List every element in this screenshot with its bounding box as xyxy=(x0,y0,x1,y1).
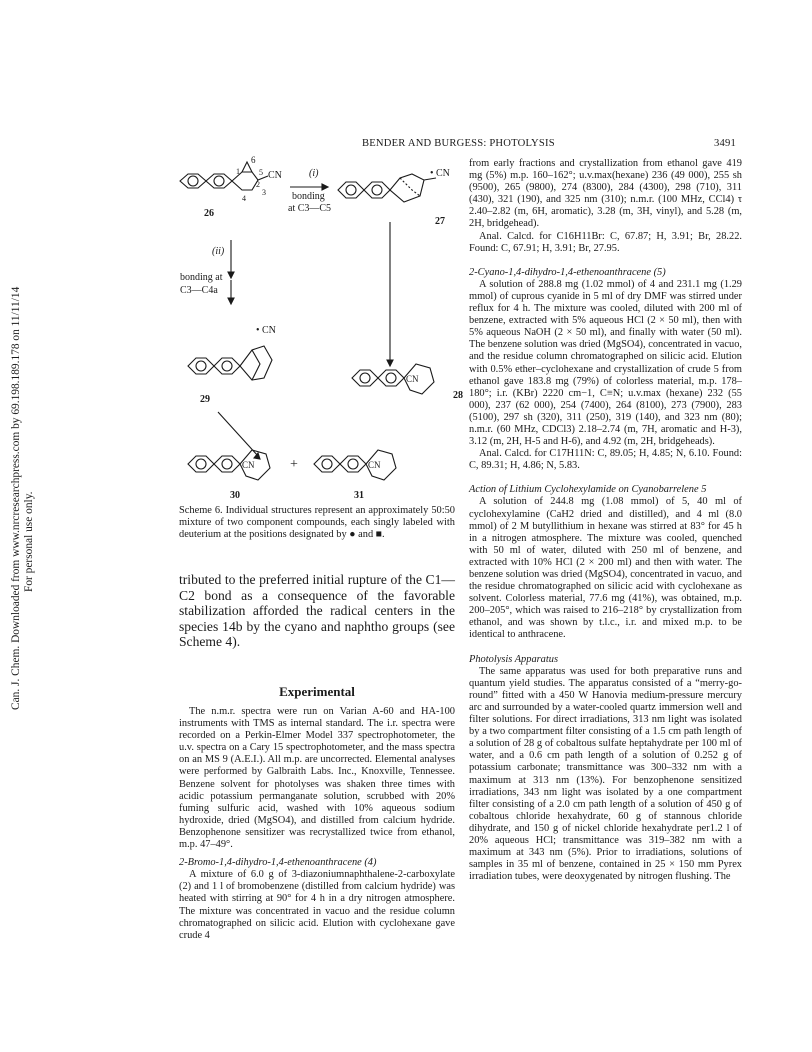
scheme-caption-text: Scheme 6. Individual structures represent an approximately 50:50 mixture of two component compounds, each singly labeled with deuterium at the positions designated by ● and ■. xyxy=(179,505,455,541)
structure-26 xyxy=(180,162,268,190)
bonding-label: bonding xyxy=(292,191,325,202)
compound-27-label: 27 xyxy=(435,216,445,227)
cn-label-26: CN xyxy=(268,170,282,181)
cn-label-27: • CN xyxy=(430,168,450,179)
atom-label-5: 5 xyxy=(259,168,263,177)
lithium-subheading: Action of Lithium Cyclohexylamide on Cyanobarrelene 5 xyxy=(469,484,707,496)
structure-31 xyxy=(314,450,396,480)
right-column-body xyxy=(469,158,742,883)
analysis-cyano: Anal. Calcd. for C17H11N: C, 89.05; H, 4.85; N, 6.10. Found: C, 89.31; H, 4.86; N, 5.83. xyxy=(469,448,742,472)
cn-label-31: CN xyxy=(368,460,381,470)
compound-31-label: 31 xyxy=(354,490,364,501)
photolysis-paragraph: The same apparatus was used for both preparative runs and quantum yield studies. The apparatus consisted of a “merry-go-round” fitted with a 450 W Hanovia medium-pressure mercury arc and surrounded by a water-cooled quartz immersion well and filter solutions. For direct irradiations, 313 nm light was isolated by a two compartment filter consisting of a 1.5 cm path length of a solution of 28 g of cobaltous sulfate heptahydrate per 100 ml of water, and a 0.6 cm path length of a solution of 0.252 g of potassium carbonate; transmittance was 300–332 nm with a maximum at 313 nm (13%). For benzophenone sensitized irradiations, 343 nm light was isolated by a one compartment filter consisting of a 2.0 cm path length of a solution of 450 g of cobaltous chloride hexahydrate, 60 g of stannous chloride dihydrate, and 150 g of nickel chloride hexahydrate per1.2 l of 20% aqueous HCl; transmittance was 319–382 nm with a maximum at 343 nm (5%). Prior to irradiations, solutions of samples in 35 ml of benzene, contained in 25 × 150 mm Pyrex irradiation tubes, were deoxygenated by nitrogen flushing. The xyxy=(469,665,742,883)
atom-label-3: 3 xyxy=(262,188,266,197)
compound-30-label: 30 xyxy=(230,490,240,501)
path-i-label: (i) xyxy=(309,168,319,179)
atom-label-1: 1 xyxy=(236,167,240,176)
cn-label-28: CN xyxy=(406,374,419,384)
cn-label-29: • CN xyxy=(256,325,276,336)
cyano-subheading: 2-Cyano-1,4-dihydro-1,4-ethenoanthracene (5) xyxy=(469,266,666,278)
compound-26-label: 26 xyxy=(204,208,214,219)
compound-28-label: 28 xyxy=(453,390,463,401)
c3c5-label: at C3—C5 xyxy=(288,203,332,214)
structure-27 xyxy=(338,174,436,202)
cn-label-30: CN xyxy=(242,460,255,470)
c3c4a-label: C3—C4a xyxy=(180,285,218,296)
bonding-at-label: bonding at xyxy=(180,272,223,283)
bromo-continuation: from early fractions and crystallization from ethanol gave 419 mg (5%) m.p. 160–162°; u.v.max(hexane) 236 (49 000), 255 sh (9500), 265 (9800), 274 (8300), 284 (4300), 298 (710), 311 (430), 321 (190), and 325 nm (310); n.m.r. (100 MHz, CCl4) τ 2.40–2.82 (m, 6H, aromatic), 3.28 (m, 3H, vinyl), and 5.28 (m, 2H, bridgehead). xyxy=(469,158,742,230)
watermark-line-1: Can. J. Chem. Downloaded from www.nrcresearchpress.com by 69.198.189.178 on 11/11/14 xyxy=(10,286,22,710)
intro-paragraph xyxy=(179,572,455,650)
bromo-paragraph: A mixture of 6.0 g of 3-diazoniumnaphthalene-2-carboxylate (2) and 1 l of bromobenzene (distilled from calcium hydride) was heated with stirring at 90° for 4 h in a dry nitrogen atmosphere. The mixture was concentrated in vacuo and the residue column chromatographed on silicic acid. Elution with cyclohexane gave crude 4 xyxy=(179,869,455,941)
cyano-paragraph: A solution of 288.8 mg (1.02 mmol) of 4 and 231.1 mg (1.29 mmol) of cuprous cyanide in 5 ml of dry DMF was stirred under reflux for 4 h. The mixture was cooled, diluted with 200 ml of benzene, extracted with 5% aqueous HCl (2 × 50 ml), then with 5% aqueous NaOH (2 × 50 ml), and finally with water (50 ml). The benzene solution was dried (MgSO4), concentrated in vacuo, and the residue column chromatographed on silicic acid. Elution with 0.5% ether–cyclohexane and crystallization of crude 5 from ethanol gave 183.8 mg (79%) of colorless material, m.p. 178–180°; i.r. (KBr) 2220 cm−1, C≡N; u.v.max (hexane) 232 (55 000), 237 (62 000), 254 (7400), 264 (8100), 273 (7900), 283 (5100), 297 sh (320), 311 (250), 319 (140), and 323 nm (80); n.m.r. (60 MHz, CDCl3) 2.18–2.74 (m, 7H, aromatic and H-3), 3.12 (m, 2H, H-5 and H-6), and 4.92 (m, 2H, bridgeheads). xyxy=(469,278,742,448)
structure-28 xyxy=(352,364,434,394)
structure-29 xyxy=(188,346,272,380)
running-title: BENDER AND BURGESS: PHOTOLYSIS xyxy=(362,138,555,149)
atom-label-6: 6 xyxy=(251,155,256,165)
left-column-body xyxy=(179,706,455,942)
scheme-6-figure xyxy=(168,150,468,510)
page-number: 3491 xyxy=(714,138,736,149)
intro-text: tributed to the preferred initial rupture of the C1—C2 bond as a consequence of the favorable stabilization afforded the radical centers in the species 14b by the cyano and naphtho groups (see Scheme 4). xyxy=(179,572,455,650)
atom-label-4: 4 xyxy=(242,194,246,203)
lithium-paragraph: A solution of 244.8 mg (1.08 mmol) of 5, 40 ml of cyclohexylamine (CaH2 dried and distilled), and 4 ml (8.0 mmol) of 2 M butyllithium in hexane was stirred at 83° for 45 h in a nitrogen atmosphere. The mixture was cooled, quenched with 50 ml of water, diluted with 250 ml of benzene, and extracted with 10% HCl (2 × 200 ml) and then with water. The benzene solution was dried (MgSO4), concentrated in vacuo, and the residue chromatographed on silicic acid with cyclohexane as solvent. Colorless material, 77.6 mg (41%), was obtained, m.p. 200–205°, which was raised to 216–218° by crystallization from ethanol, and was shown by t.l.c., i.r. and mixed m.p. to be identical to anthracene. xyxy=(469,496,742,641)
bromo-subheading: 2-Bromo-1,4-dihydro-1,4-ethenoanthracene (4) xyxy=(179,857,377,869)
arrow-29-30 xyxy=(218,412,258,456)
exp-paragraph-1: The n.m.r. spectra were run on Varian A-60 and HA-100 instruments with TMS as internal standard. The i.r. spectra were recorded on a Perkin-Elmer Model 337 spectrophotometer, the u.v. spectra on a Cary 15 spectrophotometer, and the mass spectra on an MS 9 (A.E.I.). All m.p. are uncorrected. Elemental analyses were performed by Galbraith Labs. Inc., Knoxville, Tennessee. Benzene solvent for photolyses was shaken three times with acidic potassium permanganate solution, scrubbed with 20% fuming sulfuric acid, washed with 10% aqueous sodium hydroxide, dried (MgSO4), and distilled from calcium hydride. Benzophenone sensitizer was recrystallized twice from ethanol, m.p. 47–49°. xyxy=(179,706,455,851)
plus-sign: + xyxy=(290,457,298,472)
experimental-heading: Experimental xyxy=(279,684,355,699)
path-ii-label: (ii) xyxy=(212,246,225,257)
scheme-caption xyxy=(179,505,455,541)
watermark-line-2: For personal use only. xyxy=(23,491,35,592)
compound-29-label: 29 xyxy=(200,394,210,405)
analysis-bromo: Anal. Calcd. for C16H11Br: C, 67.87; H, 3.91; Br, 28.22. Found: C, 67.91; H, 3.91; Br, 27.95. xyxy=(469,230,742,254)
photolysis-subheading: Photolysis Apparatus xyxy=(469,653,559,665)
download-watermark xyxy=(4,240,44,710)
atom-label-2: 2 xyxy=(256,180,260,189)
